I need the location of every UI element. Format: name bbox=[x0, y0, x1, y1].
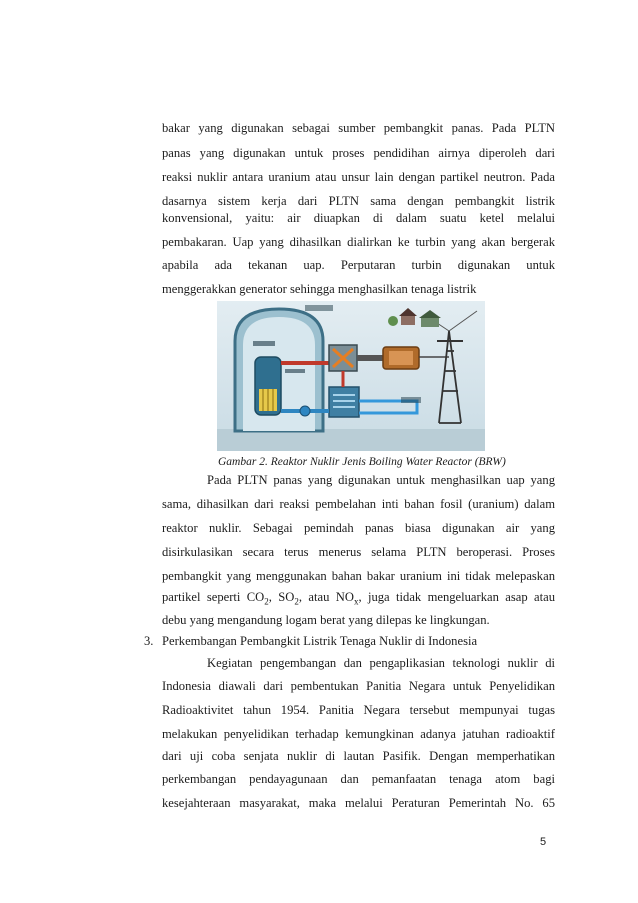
paragraph2-line-5: pembangkit yang menggunakan bahan bakar uranium ini tidak melepaskan bbox=[162, 569, 555, 583]
so2-subscript: 2 bbox=[294, 596, 299, 607]
paragraph1-line-3: reaksi nuklir antara uranium atau unsur lain dengan partikel neutron. Pada bbox=[162, 170, 555, 184]
paragraph1-line-5: konvensional, yaitu: air diuapkan di dalam suatu ketel melalui bbox=[162, 211, 555, 225]
boiling-water-reactor-illustration bbox=[217, 301, 485, 451]
section-title: Perkembangan Pembangkit Listrik Tenaga Nuklir di Indonesia bbox=[162, 634, 478, 648]
line6-mid2: , atau NO bbox=[298, 590, 354, 604]
line6-mid1: , SO bbox=[268, 590, 295, 604]
paragraph2-line-6 bbox=[162, 589, 555, 611]
paragraph1-line-2: panas yang digunakan untuk proses pendidihan airnya diperoleh dari bbox=[162, 146, 555, 160]
paragraph2-line-2: sama, dihasilkan dari reaksi pembelahan inti bahan fosil (uranium) dalam bbox=[162, 497, 555, 511]
paragraph1-line-6: pembakaran. Uap yang dihasilkan dialirkan ke turbin yang akan bergerak bbox=[162, 235, 555, 249]
paragraph3-line-3: Radioaktivitet tahun 1954. Panitia Negara tersebut mempunyai tugas bbox=[162, 703, 555, 717]
paragraph1-line-8: menggerakkan generator sehingga menghasilkan tenaga listrik bbox=[162, 282, 477, 296]
paragraph2-line-7: debu yang mengandung logam berat yang dilepas ke lingkungan. bbox=[162, 613, 490, 627]
paragraph1-line-4: dasarnya sistem kerja dari PLTN sama dengan pembangkit listrik bbox=[162, 194, 555, 208]
paragraph3-line-5: dari uji coba senjata nuklir di lautan Pasifik. Dengan memperhatikan bbox=[162, 749, 555, 763]
paragraph1-line-1: bakar yang digunakan sebagai sumber pembangkit panas. Pada PLTN bbox=[162, 121, 555, 135]
figure-caption: Gambar 2. Reaktor Nuklir Jenis Boiling Water Reactor (BRW) bbox=[218, 456, 506, 468]
paragraph2-line-3: reaktor nuklir. Sebagai pemindah panas biasa digunakan air yang bbox=[162, 521, 555, 535]
paragraph2-line-4: disirkulasikan secara terus menerus selama PLTN beroperasi. Proses bbox=[162, 545, 555, 559]
paragraph1-line-7: apabila ada tekanan uap. Perputaran turbin digunakan untuk bbox=[162, 258, 555, 272]
page-number: 5 bbox=[540, 836, 547, 848]
paragraph2-line-1: Pada PLTN panas yang digunakan untuk menghasilkan uap yang bbox=[207, 473, 555, 487]
section-number: 3. bbox=[144, 634, 154, 648]
line6-pre: partikel seperti CO bbox=[162, 590, 265, 604]
paragraph3-line-7: kesejahteraan masyarakat, maka melalui Peraturan Pemerintah No. 65 bbox=[162, 796, 555, 810]
paragraph3-line-2: Indonesia diawali dari pembentukan Panitia Negara untuk Penyelidikan bbox=[162, 679, 555, 693]
nox-subscript: x bbox=[353, 596, 359, 607]
paragraph3-line-4: melakukan penyelidikan terhadap kemungkinan adanya jatuhan radioaktif bbox=[162, 727, 555, 741]
reactor-diagram-image bbox=[217, 301, 485, 451]
line6-post: , juga tidak mengeluarkan asap atau bbox=[358, 590, 555, 604]
paragraph3-line-1: Kegiatan pengembangan dan pengaplikasian teknologi nuklir di bbox=[207, 656, 555, 670]
paragraph3-line-6: perkembangan pendayagunaan dan pemanfaatan tenaga atom bagi bbox=[162, 772, 555, 786]
co2-subscript: 2 bbox=[264, 596, 269, 607]
